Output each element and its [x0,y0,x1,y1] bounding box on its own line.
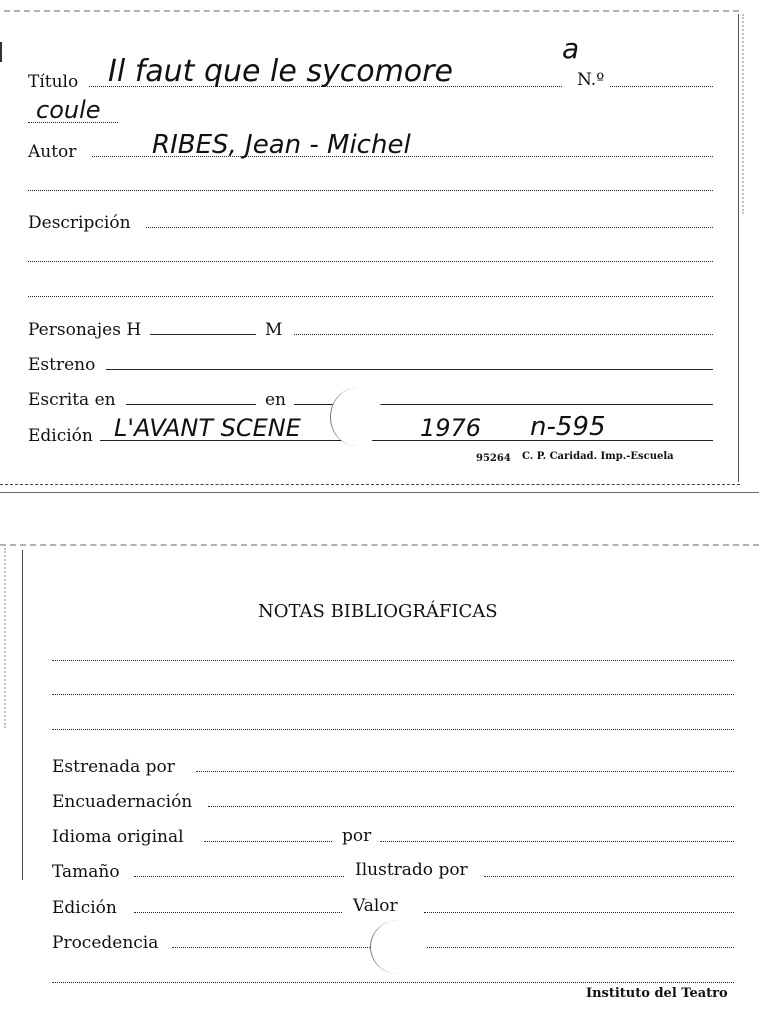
m-label: M [265,320,283,340]
titulo-line-2 [28,122,118,123]
notas-bottom-line [52,982,734,983]
idioma-label: Idioma original [52,827,184,847]
edicion-number: n-595 [530,412,606,442]
punch-hole-back [370,920,427,974]
edicion-year: 1976 [420,414,482,442]
descripcion-line-3 [28,296,713,297]
card-front-bottom-edge-2 [0,492,759,493]
notas-line-2 [52,694,734,695]
numero-line [610,86,713,87]
printer-text: C. P. Caridad. Imp.-Escuela [522,451,674,462]
procedencia-line [172,947,734,948]
card-back-left-edge [22,550,23,880]
encuadernacion-line [208,806,734,807]
estreno-line [106,369,713,370]
descripcion-line-2 [28,261,713,262]
estrenada-line [196,771,734,772]
escrita-label: Escrita en [28,390,116,410]
personajes-h-line [150,334,256,335]
en-label: en [265,390,287,410]
estreno-label: Estreno [28,355,96,375]
edicion-back-line [134,912,342,913]
valor-line [424,912,734,913]
card-back-left-speckle [4,548,16,728]
tamano-label: Tamaño [52,862,120,882]
escrita-line [126,404,256,405]
card-back-top-edge [0,544,759,549]
estrenada-label: Estrenada por [52,757,175,777]
autor-line-2 [28,190,713,191]
por-label: por [342,826,372,846]
descripcion-line [146,227,713,228]
autor-value: RIBES, Jean - Michel [152,130,411,160]
idioma-line [204,841,332,842]
ilustrado-label: Ilustrado por [355,860,468,880]
descripcion-label: Descripción [28,213,131,233]
card-front-right-edge [738,14,739,482]
encuadernacion-label: Encuadernación [52,792,193,812]
personajes-m-line [294,334,713,335]
autor-label: Autor [28,142,77,162]
titulo-value-cont: coule [36,96,101,124]
edicion-value: L'AVANT SCENE [114,414,301,442]
titulo-value: Il faut que le sycomore [108,54,453,89]
card-front-top-edge [4,10,739,15]
card-front-left-edge [0,42,2,62]
card-front-right-speckle [742,14,758,214]
punch-hole-front [330,388,383,446]
numero-value: a [562,32,580,65]
card-front-bottom-edge [0,484,740,485]
footer-institution: Instituto del Teatro [586,986,728,1001]
notas-line-1 [52,660,734,661]
card-front [0,0,759,495]
procedencia-label: Procedencia [52,933,159,953]
notas-title: NOTAS BIBLIOGRÁFICAS [258,601,498,622]
notas-line-3 [52,729,734,730]
titulo-label: Título [28,72,79,92]
edicion-label: Edición [28,426,93,446]
personajes-label: Personajes H [28,320,142,340]
valor-label: Valor [353,896,398,916]
edicion-back-label: Edición [52,898,117,918]
ilustrado-line [484,876,734,877]
por-line [380,841,734,842]
tamano-line [134,876,344,877]
printer-code: 95264 [476,453,511,464]
numero-label: N.º [577,70,605,90]
card-back [0,530,759,1028]
